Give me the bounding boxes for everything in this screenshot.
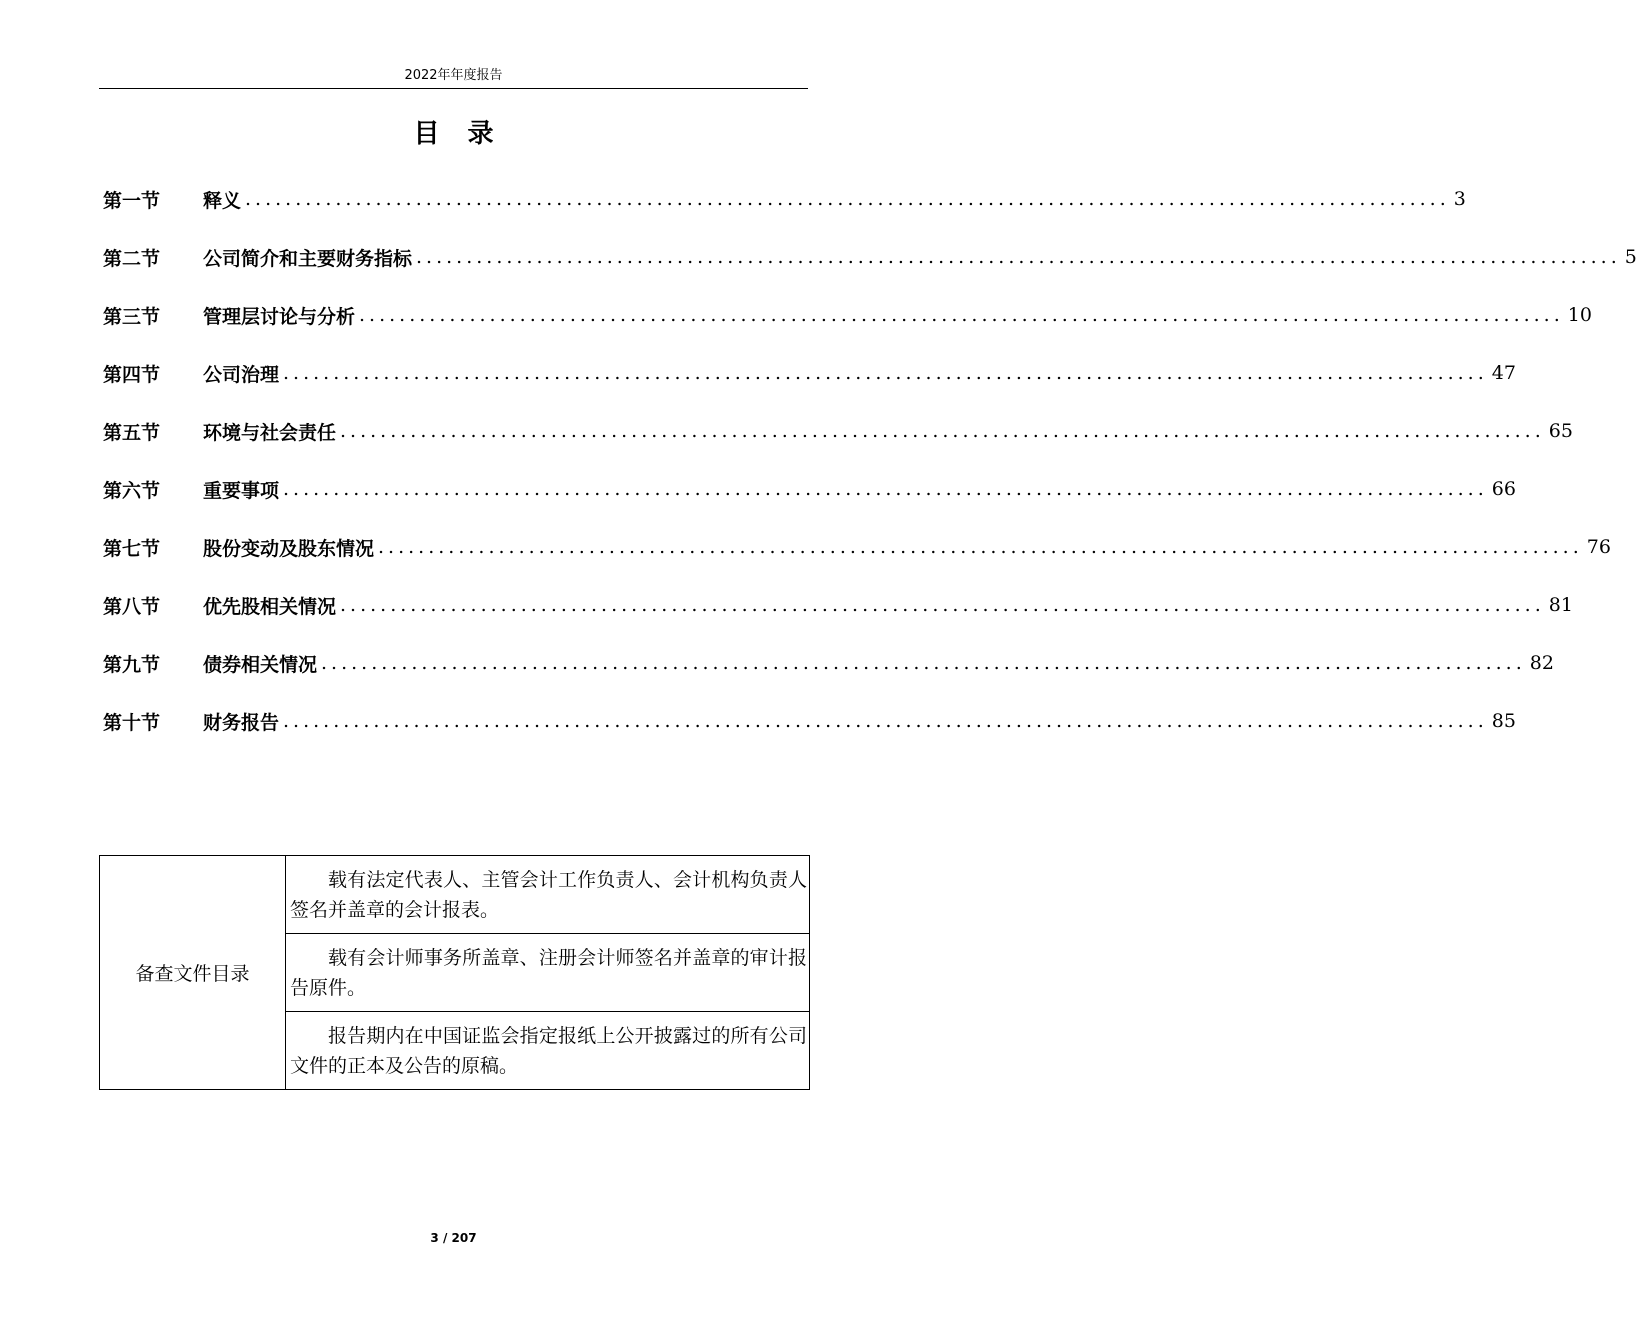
toc-page-number: 82 — [1529, 652, 1554, 674]
toc-page-number: 47 — [1491, 362, 1516, 384]
toc-leader-dots: ........................................................................................................................ — [283, 362, 1488, 384]
toc-entry[interactable] — [103, 286, 1592, 344]
toc-section-number: 第五节 — [103, 421, 161, 444]
toc-section-number: 第四节 — [103, 363, 161, 386]
page-number-footer: 3 / 207 — [430, 1231, 477, 1245]
toc-page-number: 66 — [1491, 478, 1516, 500]
toc-section-name: 公司简介和主要财务指标 — [203, 247, 413, 270]
toc-leader-dots: ........................................................................................................................ — [283, 478, 1488, 500]
toc-page-number: 5 — [1624, 246, 1637, 268]
toc-entry[interactable] — [103, 402, 1573, 460]
toc-leader-dots: ........................................................................................................................ — [416, 246, 1621, 268]
toc-section-number: 第九节 — [103, 653, 161, 676]
reference-documents-label: 备查文件目录 — [100, 856, 286, 1090]
toc-section-name: 环境与社会责任 — [203, 421, 337, 444]
toc-entry[interactable] — [103, 228, 1637, 286]
toc-page-number: 85 — [1491, 710, 1516, 732]
reference-document-item: 报告期内在中国证监会指定报纸上公开披露过的所有公司文件的正本及公告的原稿。 — [286, 1012, 810, 1090]
toc-section-name: 优先股相关情况 — [203, 595, 337, 618]
toc-leader-dots: ........................................................................................................................ — [283, 710, 1488, 732]
toc-section-name: 财务报告 — [203, 711, 280, 734]
toc-section-name: 公司治理 — [203, 363, 280, 386]
toc-entry[interactable] — [103, 634, 1554, 692]
toc-title: 目录 — [413, 119, 522, 149]
toc-entry[interactable] — [103, 344, 1516, 402]
toc-section-number: 第七节 — [103, 537, 161, 560]
toc-section-name: 释义 — [203, 189, 242, 212]
reference-document-item: 载有会计师事务所盖章、注册会计师签名并盖章的审计报告原件。 — [286, 934, 810, 1012]
toc-section-name: 管理层讨论与分析 — [203, 305, 356, 328]
table-of-contents — [103, 170, 1637, 750]
toc-section-name: 股份变动及股东情况 — [203, 537, 375, 560]
toc-page-number: 81 — [1548, 594, 1573, 616]
toc-section-number: 第二节 — [103, 247, 161, 270]
toc-leader-dots: ........................................................................................................................ — [359, 304, 1564, 326]
toc-leader-dots: ........................................................................................................................ — [321, 652, 1526, 674]
toc-section-name: 债券相关情况 — [203, 653, 318, 676]
toc-entry[interactable] — [103, 460, 1516, 518]
toc-entry[interactable] — [103, 518, 1611, 576]
toc-leader-dots: ........................................................................................................................ — [378, 536, 1583, 558]
toc-page-number: 10 — [1567, 304, 1592, 326]
page-header: 2022年年度报告 — [404, 68, 503, 83]
toc-section-number: 第十节 — [103, 711, 161, 734]
reference-document-item: 载有法定代表人、主管会计工作负责人、会计机构负责人签名并盖章的会计报表。 — [286, 856, 810, 934]
toc-page-number: 65 — [1548, 420, 1573, 442]
toc-section-number: 第一节 — [103, 189, 161, 212]
toc-page-number: 76 — [1586, 536, 1611, 558]
toc-page-number: 3 — [1453, 188, 1466, 210]
toc-section-name: 重要事项 — [203, 479, 280, 502]
toc-leader-dots: ........................................................................................................................ — [340, 420, 1545, 442]
toc-leader-dots: ........................................................................................................................ — [340, 594, 1545, 616]
toc-section-number: 第八节 — [103, 595, 161, 618]
reference-documents-table — [99, 855, 810, 1090]
header-rule — [99, 88, 808, 89]
toc-entry[interactable] — [103, 170, 1466, 228]
toc-section-number: 第六节 — [103, 479, 161, 502]
toc-entry[interactable] — [103, 576, 1573, 634]
toc-section-number: 第三节 — [103, 305, 161, 328]
toc-leader-dots: ........................................................................................................................ — [245, 188, 1450, 210]
toc-entry[interactable] — [103, 692, 1516, 750]
